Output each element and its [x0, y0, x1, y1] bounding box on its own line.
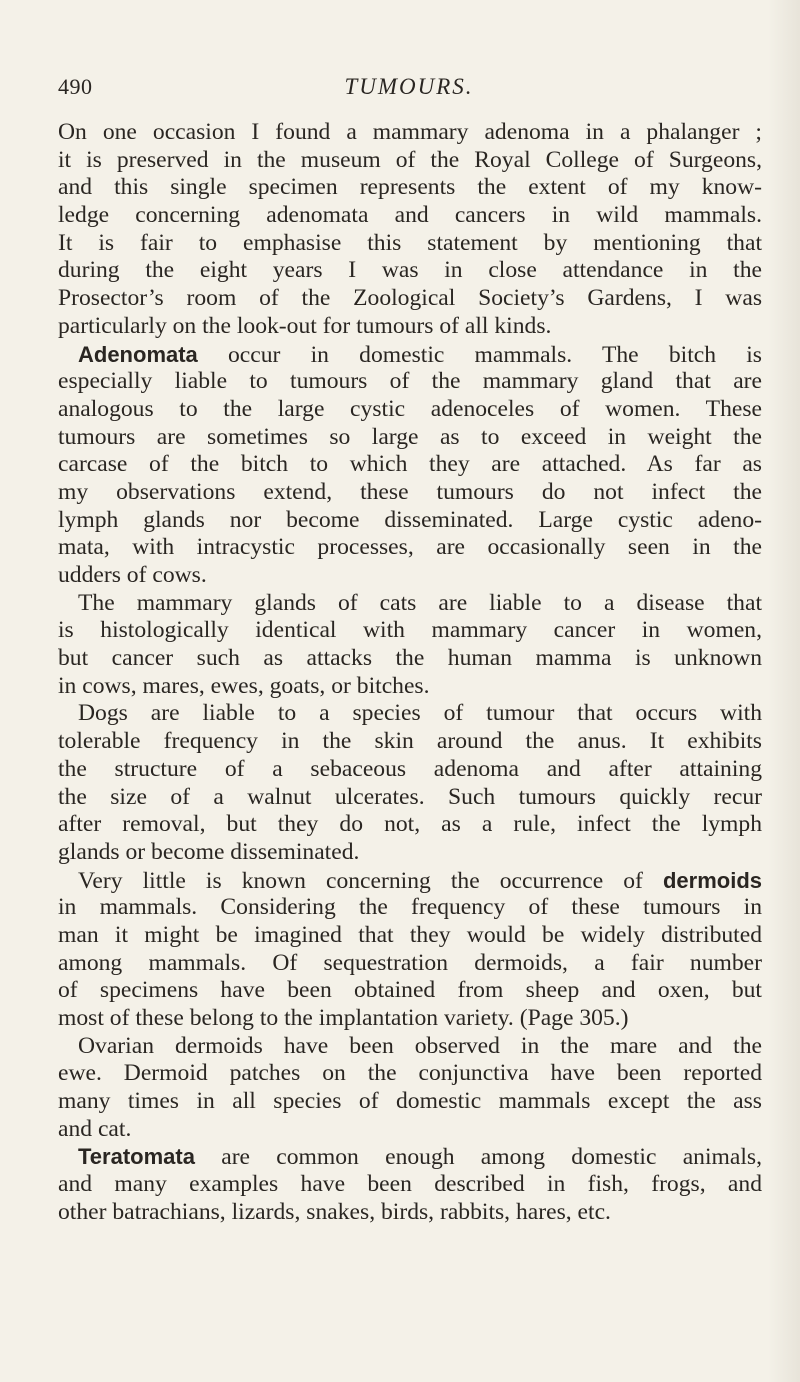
text-line: carcase of the bitch to which they are attached. As far as — [58, 451, 762, 478]
text-line: after removal, but they do not, as a rule, infect the lymph — [58, 811, 762, 838]
text-line: among mammals. Of sequestration dermoids, a fair number — [58, 949, 762, 976]
text-line: Ovarian dermoids have been observed in the mare and the — [78, 1032, 762, 1059]
text-line: the size of a walnut ulcerates. Such tumours quickly recur — [58, 783, 762, 810]
running-head: TUMOURS. — [344, 74, 474, 99]
text-line: other batrachians, lizards, snakes, birds, rabbits, hares, etc. — [58, 1198, 611, 1225]
line-remainder: are common enough among domestic animals, — [194, 1144, 762, 1171]
text-line — [58, 341, 762, 369]
term-teratomata: Teratomata — [78, 1144, 195, 1170]
text-line: Dogs are liable to a species of tumour that occurs with — [78, 700, 762, 727]
text-line: mata, with intracystic processes, are occasionally seen in the — [58, 534, 762, 561]
term-adenomata: Adenomata — [78, 341, 198, 367]
text-line: udders of cows. — [58, 562, 207, 588]
text-line: The mammary glands of cats are liable to a disease that — [78, 589, 762, 616]
text-line: of specimens have been obtained from sheep and oxen, but — [58, 977, 762, 1004]
body-text — [58, 119, 762, 1227]
term-dermoids: dermoids — [662, 867, 762, 893]
text-line: the structure of a sebaceous adenoma and after attaining — [58, 755, 762, 782]
text-line: in mammals. Considering the frequency of these tumours in — [58, 894, 762, 921]
text-line — [58, 867, 762, 895]
text-line: lymph glands nor become disseminated. Large cystic adeno- — [58, 506, 762, 533]
page-number: 490 — [58, 74, 93, 99]
line-remainder: occur in domestic mammals. The bitch is — [197, 341, 762, 368]
text-line: most of these belong to the implantation variety. (Page 305.) — [58, 1005, 629, 1031]
text-line: it is preserved in the museum of the Royal College of Surgeons, — [58, 146, 762, 173]
text-line: many times in all species of domestic mammals except the ass — [58, 1088, 762, 1115]
text-line: particularly on the look-out for tumours of all kinds. — [58, 312, 552, 339]
text-line: is histologically identical with mammary cancer in women, — [58, 617, 762, 644]
text-line: and this single specimen represents the extent of my know- — [58, 174, 762, 201]
text-line: and many examples have been described in fish, frogs, and — [58, 1171, 762, 1198]
text-line: and cat. — [58, 1115, 132, 1142]
text-line: ledge concerning adenomata and cancers in wild mammals. — [58, 202, 762, 229]
text-line: glands or become disseminated. — [58, 838, 360, 865]
text-line: my observations extend, these tumours do not infect the — [58, 478, 762, 505]
text-line: during the eight years I was in close attendance in the — [58, 257, 762, 284]
text-line: analogous to the large cystic adenoceles of women. These — [58, 395, 762, 422]
text-line: tolerable frequency in the skin around the anus. It exhibits — [58, 728, 762, 755]
text-line: but cancer such as attacks the human mamma is unknown — [58, 645, 762, 672]
text-line: man it might be imagined that they would be widely distributed — [58, 921, 762, 948]
line-lead: Very little is known concerning the occurrence of — [78, 867, 663, 894]
text-line: Prosector’s room of the Zoological Society’s Gardens, I was — [58, 285, 762, 312]
text-line: On one occasion I found a mammary adenoma in a phalanger ; — [58, 119, 762, 145]
text-line — [58, 1143, 762, 1171]
text-line: especially liable to tumours of the mammary gland that are — [58, 368, 762, 395]
text-line: It is fair to emphasise this statement by mentioning that — [58, 229, 762, 256]
text-line: tumours are sometimes so large as to exceed in weight the — [58, 423, 762, 450]
page-header — [58, 74, 760, 104]
text-line: ewe. Dermoid patches on the conjunctiva have been reported — [58, 1060, 762, 1087]
text-line: in cows, mares, ewes, goats, or bitches. — [58, 672, 430, 699]
